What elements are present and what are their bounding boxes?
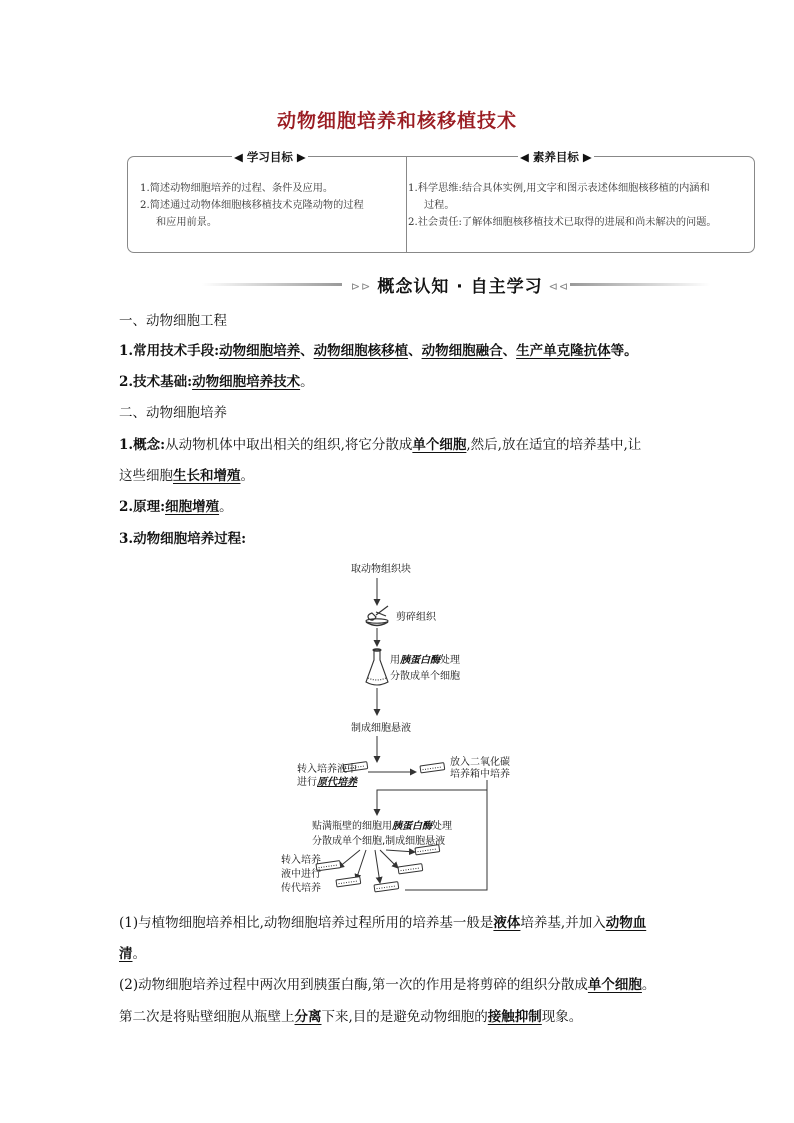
paragraph-line: 2.原理:细胞增殖。 (119, 499, 233, 515)
learning-goals-header: ◀ 学习目标 ▶ (234, 150, 306, 164)
flow-arrow (375, 850, 380, 883)
diagram-label: 分散成单个细胞 (390, 671, 460, 682)
diagram-label: 液中进行 (281, 869, 321, 880)
culture-flask-icon (398, 864, 423, 874)
learning-goal-item: 1.简述动物细胞培养的过程、条件及应用。 (140, 183, 334, 194)
diagram-label: 进行原代培养 (297, 777, 357, 788)
flow-arrow (356, 850, 366, 880)
diagram-label: 放入二氧化碳 (450, 757, 510, 768)
section-heading: 一、动物细胞工程 (119, 313, 227, 329)
flow-arrow (377, 780, 487, 815)
banner-title: 概念认知 · 自主学习 (377, 277, 543, 297)
paragraph-line: 1.概念:从动物机体中取出相关的组织,将它分散成单个细胞,然后,放在适宜的培养基中,让 (119, 437, 642, 453)
culture-flask-icon (420, 763, 445, 773)
paragraph-line: (2)动物细胞培养过程中两次用到胰蛋白酶,第一次的作用是将剪碎的组织分散成单个细胞。 (119, 977, 656, 993)
literacy-goal-item: 1.科学思维:结合具体实例,用文字和图示表述体细胞核移植的内涵和 (408, 183, 710, 194)
flow-arrow (386, 850, 415, 852)
banner-arrow-icon: ⊳⊳ (350, 280, 372, 293)
learning-goal-item: 2.简述通过动物体细胞核移植技术克隆动物的过程 (140, 200, 364, 211)
section-heading: 二、动物细胞培养 (119, 405, 227, 421)
diagram-label: 培养箱中培养 (450, 769, 510, 780)
flow-arrow (380, 850, 398, 868)
culture-flask-icon (336, 877, 361, 887)
diagram-label: 转入培养 (281, 855, 321, 866)
diagram-label: 用胰蛋白酶处理 (390, 655, 460, 666)
diagram-label: 剪碎组织 (396, 612, 436, 623)
literacy-goal-item: 2.社会责任:了解体细胞核移植技术已取得的进展和尚未解决的问题。 (408, 217, 717, 228)
diagram-label: 传代培养 (281, 883, 321, 894)
paragraph-line: 这些细胞生长和增殖。 (119, 468, 254, 484)
paragraph-line: 2.技术基础:动物细胞培养技术。 (119, 374, 314, 390)
banner-arrow-icon: ⊲⊲ (548, 280, 570, 293)
paragraph-line: 清。 (119, 946, 146, 962)
literacy-goal-item: 过程。 (424, 200, 455, 211)
diagram-label: 分散成单个细胞,制成细胞悬液 (312, 836, 446, 847)
page-title: 动物细胞培养和核移植技术 (276, 110, 517, 132)
diagram-label: 取动物组织块 (351, 564, 411, 575)
paragraph-line: (1)与植物细胞培养相比,动物细胞培养过程所用的培养基一般是液体培养基,并加入动物血 (119, 915, 647, 931)
flow-arrow (338, 850, 360, 868)
literacy-goals-header: ◀ 素养目标 ▶ (520, 150, 592, 164)
paragraph-line: 3.动物细胞培养过程: (119, 531, 247, 547)
diagram-label: 贴满瓶壁的细胞用胰蛋白酶处理 (312, 821, 452, 832)
scissors-icon (366, 606, 388, 626)
diagram-label: 转入培养液中 (297, 764, 357, 775)
paragraph-line: 第二次是将贴壁细胞从瓶壁上分离下来,目的是避免动物细胞的接触抑制现象。 (119, 1009, 583, 1025)
learning-goal-item: 和应用前景。 (156, 217, 218, 228)
flask-icon (366, 649, 388, 685)
culture-flask-icon (374, 882, 399, 892)
paragraph-line: 1.常用技术手段:动物细胞培养、动物细胞核移植、动物细胞融合、生产单克隆抗体等。 (119, 343, 638, 359)
diagram-label: 制成细胞悬液 (351, 723, 411, 734)
